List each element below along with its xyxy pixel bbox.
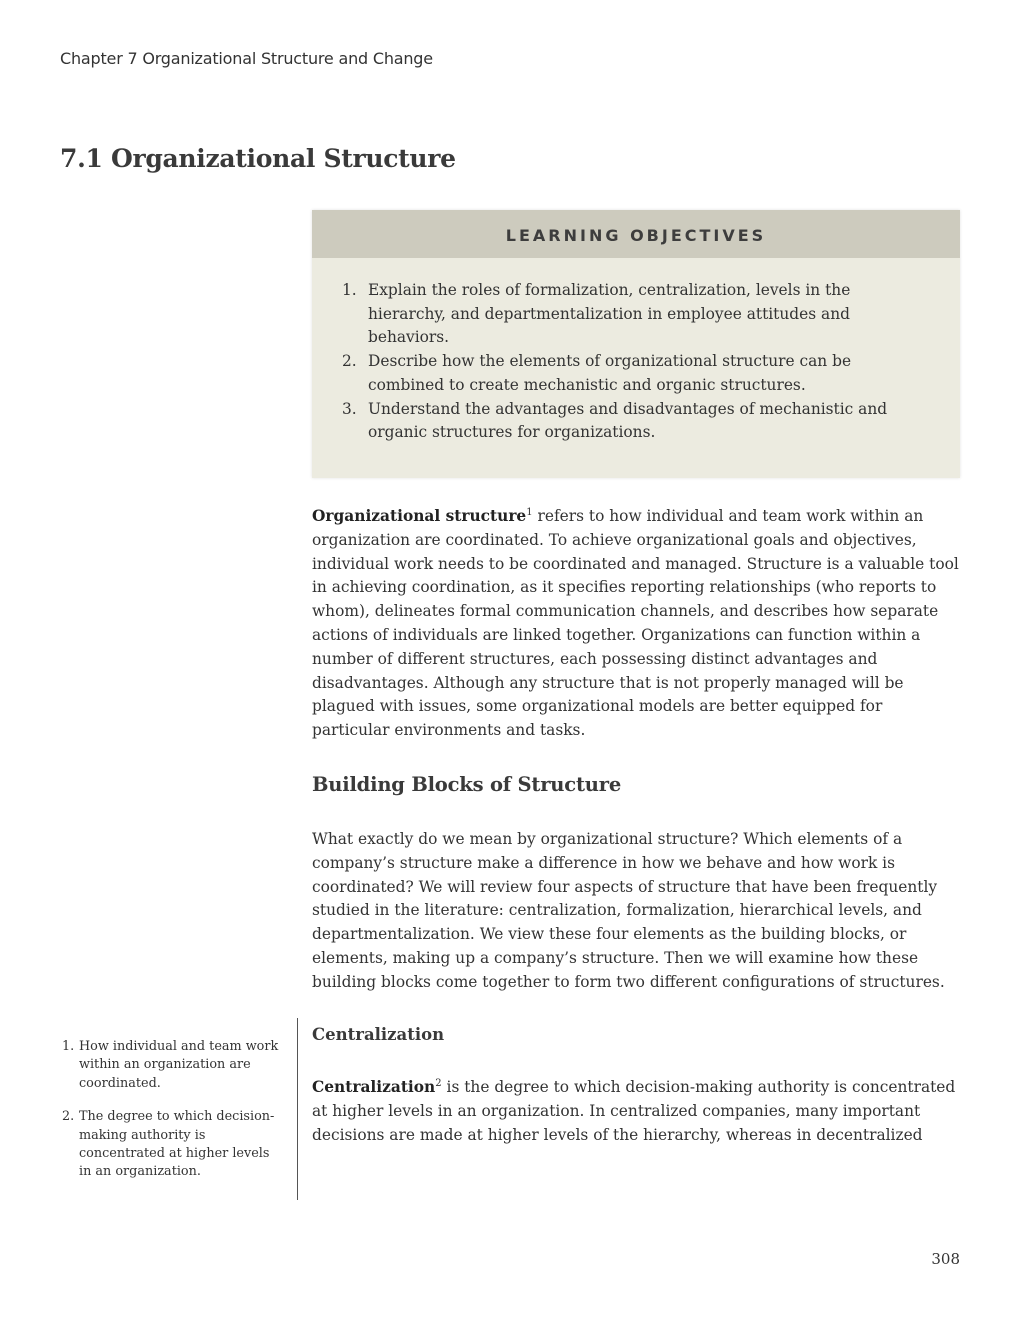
learning-objectives-box [312,210,960,478]
list-item-number: 2. [342,352,357,371]
centralization-paragraph [312,1076,962,1147]
margin-note-text: The degree to which decision-making authority is concentrated at higher levels in an organization. [79,1109,275,1180]
footnote-ref: 1 [526,506,533,518]
term-organizational-structure: Organizational structure [312,507,527,525]
paragraph-text: is the degree to which decision-making authority is concentrated at higher levels in an organization. In centralized companies, many important decisions are made at higher levels of the hierarchy, whereas in decentralized [312,1078,956,1144]
list-item-text: Describe how the elements of organizational structure can be combined to create mechanistic and organic structures. [368,352,852,394]
building-blocks-paragraph: What exactly do we mean by organizational structure? Which elements of a company’s structure make a difference in how we behave and how work is coordinated? We will review four aspects of structure that have been frequently studied in the literature: centralization, formalization, hierarchical levels, and departmentalization. We view these four elements as the building blocks, or elements, making up a company’s structure. Then we will examine how these building blocks come together to form two different configurations of structures. [312,830,945,991]
margin-note [62,1108,284,1182]
paragraph-text: refers to how individual and team work within an organization are coordinated. To achieve organizational goals and objectives, individual work needs to be coordinated and managed. Structure is a valuable tool in achieving coordination, as it specifies reporting relationships (who reports to whom), delineates formal communication channels, and describes how separate actions of individuals are linked together. Organizations can function within a number of different structures, each possessing distinct advantages and disadvantages. Although any structure that is not properly managed will be plagued with issues, some organizational models are better equipped for particular environments and tasks. [312,507,959,740]
section-title: 7.1 Organizational Structure [60,144,456,173]
term-centralization: Centralization [312,1078,436,1096]
learning-objectives-heading: LEARNING OBJECTIVES [312,210,960,258]
margin-notes [62,1038,284,1197]
margin-note-number: 1. [62,1039,75,1054]
margin-note-text: How individual and team work within an organization are coordinated. [79,1039,279,1091]
list-item [342,398,930,445]
list-item-text: Understand the advantages and disadvantages of mechanistic and organic structures for organizations. [368,399,888,442]
footnote-ref: 2 [435,1077,442,1089]
list-item [342,350,930,397]
list-item-number: 1. [342,281,357,299]
list-item [342,279,930,350]
list-item-text: Explain the roles of formalization, centralization, levels in the hierarchy, and departmentalization in employee attitudes and behaviors. [368,281,851,347]
margin-note-number: 2. [62,1109,75,1125]
intro-paragraph [312,505,962,743]
running-head: Chapter 7 Organizational Structure and Change [60,49,433,68]
page-number: 308 [931,1250,960,1268]
centralization-heading: Centralization [312,1025,445,1044]
building-blocks-heading: Building Blocks of Structure [312,773,622,796]
margin-divider [297,1018,298,1200]
learning-objectives-list [312,258,960,445]
margin-note [62,1038,284,1093]
list-item-number: 3. [342,399,357,418]
